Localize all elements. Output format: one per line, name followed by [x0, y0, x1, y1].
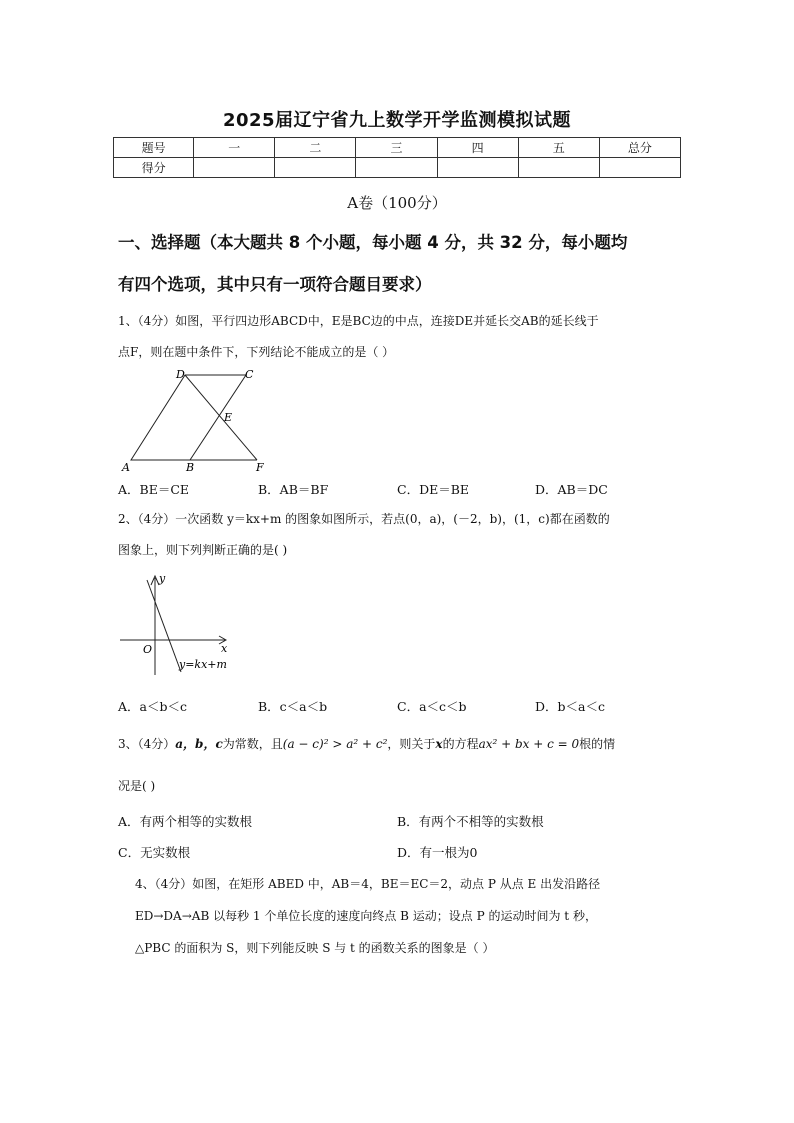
q3-text-line2: 况是( ) [118, 779, 156, 793]
score-cell[interactable] [194, 158, 275, 178]
q2-text-line2: 图象上，则下列判断正确的是( ) [118, 543, 288, 557]
score-row-label: 得分 [114, 158, 194, 178]
q3-text-d: 根的情 [579, 737, 616, 751]
score-cell[interactable] [599, 158, 680, 178]
q1-parallelogram-figure [115, 365, 280, 475]
label-a: A [122, 461, 130, 474]
label-y: y [159, 572, 166, 585]
score-table-score-row [114, 158, 681, 178]
score-cell[interactable] [518, 158, 599, 178]
page-title: 2025届辽宁省九上数学开学监测模拟试题 [222, 110, 572, 131]
score-cell[interactable] [356, 158, 437, 178]
score-table-header-row [114, 138, 681, 158]
part1-heading-line1: 一、选择题（本大题共 8 个小题，每小题 4 分，共 32 分，每小题均 [118, 233, 628, 252]
q3-constants: a，b，c [175, 737, 223, 751]
q3-option-d[interactable]: D．有一根为0 [397, 845, 478, 860]
q3-option-b[interactable]: B．有两个不相等的实数根 [397, 814, 544, 829]
q1-option-a[interactable]: A．BE＝CE [118, 482, 190, 497]
q2-option-b[interactable]: B．c＜a＜b [258, 699, 328, 714]
label-c: C [245, 368, 254, 381]
label-origin: O [143, 643, 153, 656]
q3-variable: x [435, 737, 443, 751]
q2-linear-function-graph [115, 570, 245, 675]
score-header-cell: 三 [356, 138, 437, 158]
q4-text-line3: △PBC 的面积为 S，则下列能反映 S 与 t 的函数关系的图象是（ ） [135, 941, 495, 955]
q3-option-a[interactable]: A．有两个相等的实数根 [118, 814, 253, 829]
q1-option-b[interactable]: B．AB＝BF [258, 482, 329, 497]
line-df [185, 375, 257, 460]
score-header-cell: 五 [518, 138, 599, 158]
q3-text-a: 为常数，且 [222, 737, 283, 751]
q2-option-c[interactable]: C．a＜c＜b [397, 699, 467, 714]
label-function: y=kx+m [179, 658, 227, 671]
q3-text-line1 [118, 728, 615, 760]
label-x: x [221, 642, 228, 655]
q2-option-a[interactable]: A．a＜b＜c [118, 699, 187, 714]
score-header-cell: 题号 [114, 138, 194, 158]
q2-text-line1: 2、（4分）一次函数 y＝kx+m 的图象如图所示，若点(0，a)，(－2，b)，(1，c)都在函数的 [118, 512, 610, 526]
label-e: E [224, 411, 233, 424]
q1-option-c[interactable]: C．DE＝BE [397, 482, 470, 497]
score-header-cell: 总分 [599, 138, 680, 158]
q3-prefix: 3、（4分） [118, 737, 176, 751]
part1-heading-line2: 有四个选项，其中只有一项符合题目要求） [118, 275, 432, 294]
score-header-cell: 一 [194, 138, 275, 158]
section-a-title: A卷（100分） [347, 194, 447, 212]
q1-text-line1: 1、（4分）如图，平行四边形ABCD中，E是BC边的中点，连接DE并延长交AB的延长线于 [118, 314, 599, 328]
label-b: B [186, 461, 195, 474]
score-cell[interactable] [275, 158, 356, 178]
q3-text-b: ，则关于 [387, 737, 436, 751]
label-f: F [256, 461, 264, 474]
score-table [113, 137, 681, 178]
q4-text-line2: ED→DA→AB 以每秒 1 个单位长度的速度向终点 B 运动；设点 P 的运动时间为 t 秒， [135, 909, 597, 923]
q1-option-d[interactable]: D．AB＝DC [535, 482, 608, 497]
score-header-cell: 四 [437, 138, 518, 158]
q3-text-c: 的方程 [442, 737, 479, 751]
function-line [147, 580, 181, 672]
q4-text-line1: 4、（4分）如图，在矩形 ABED 中，AB＝4，BE＝EC＝2，动点 P 从点 E 出发沿路径 [135, 877, 601, 891]
q3-equation: ax² + bx + c = 0 [478, 737, 580, 751]
label-d: D [176, 368, 185, 381]
q1-text-line2: 点F，则在题中条件下，下列结论不能成立的是（ ） [118, 345, 395, 359]
score-header-cell: 二 [275, 138, 356, 158]
q2-option-d[interactable]: D．b＜a＜c [535, 699, 605, 714]
q3-condition: (a − c)² > a² + c² [282, 737, 388, 751]
q3-option-c[interactable]: C．无实数根 [118, 845, 191, 860]
score-cell[interactable] [437, 158, 518, 178]
